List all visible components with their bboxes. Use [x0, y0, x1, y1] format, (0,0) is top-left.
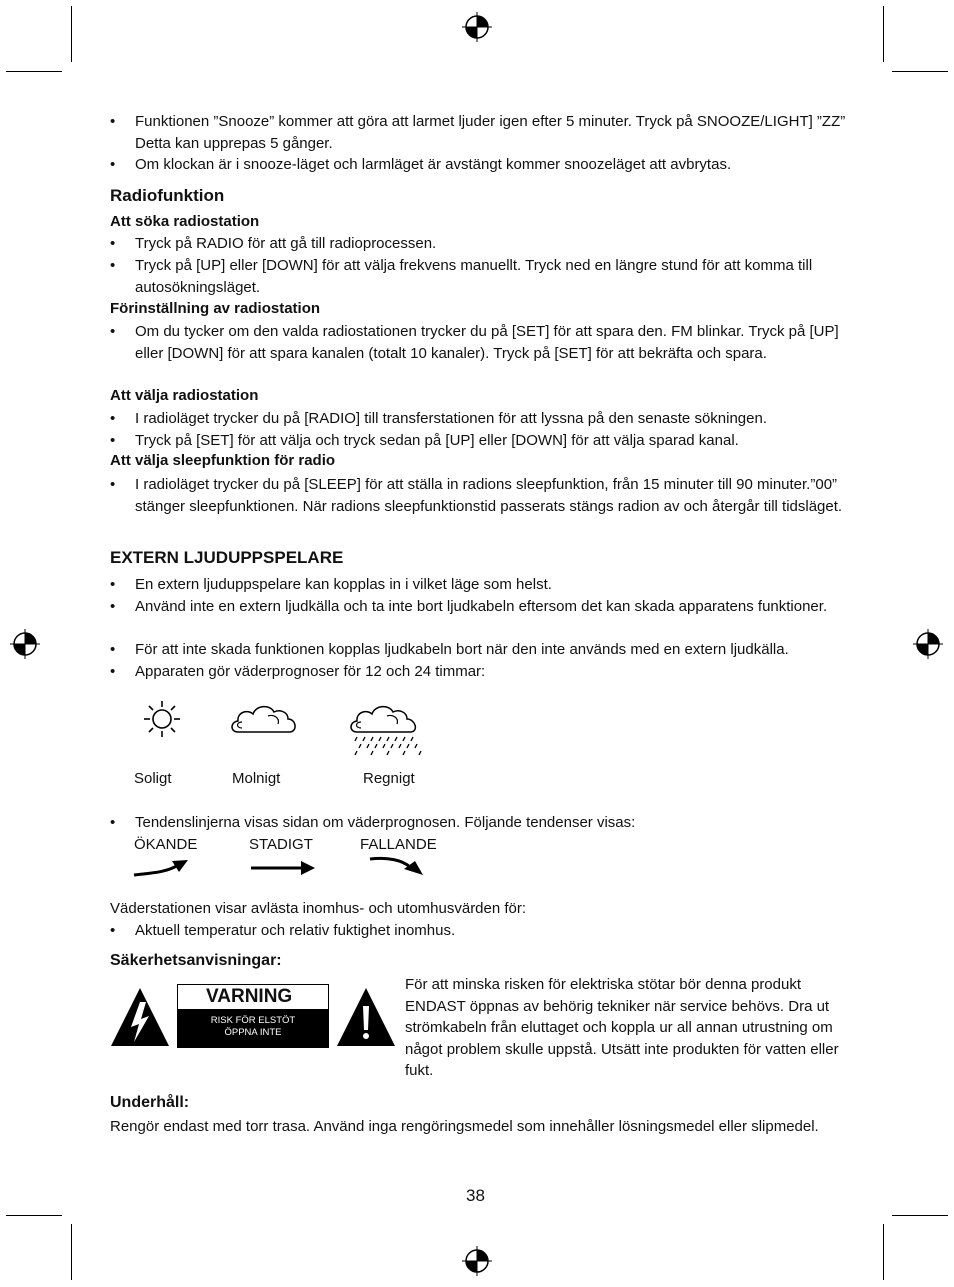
registration-mark-icon [461, 1245, 493, 1277]
trend-label-steady: STADIGT [249, 836, 313, 853]
crop-mark [892, 1215, 948, 1216]
section-heading: Radiofunktion [110, 186, 225, 205]
subheading: Att välja radiostation [110, 387, 259, 404]
steady-arrow-icon [249, 858, 317, 878]
registration-mark-icon [912, 628, 944, 660]
warning-subtitle: RISK FÖR ELSTÖT ÖPPNA INTE [178, 1009, 328, 1047]
crop-mark [883, 6, 884, 62]
section-heading: Underhåll: [110, 1094, 190, 1111]
falling-arrow-icon [368, 853, 426, 879]
electric-shock-warning-icon [109, 986, 171, 1048]
weather-label-sunny: Soligt [134, 770, 172, 787]
crop-mark [6, 1215, 62, 1216]
registration-mark-icon [461, 11, 493, 43]
maintenance-text: Rengör endast med torr trasa. Använd inga rengöringsmedel som innehåller lösningsmedel eller slipmedel. [110, 1118, 819, 1135]
warning-title: VARNING [206, 986, 293, 1007]
sun-icon [140, 698, 184, 740]
cloud-icon [228, 700, 304, 738]
crop-mark [892, 71, 948, 72]
crop-mark [6, 71, 62, 72]
subheading: Att söka radiostation [110, 213, 260, 230]
weather-label-rainy: Regnigt [363, 770, 415, 787]
safety-text: För att minska risken för elektriska stötar bör denna produkt ENDAST öppnas av behörig tekniker när service behövs. Dra ut strömkabeln från eluttaget och koppla ur all annan utrustning om något problem skulle uppstå. Utsätt inte produkten för vatten eller fukt. [405, 976, 839, 1080]
rising-arrow-icon [132, 856, 192, 880]
subheading: Att välja sleepfunktion för radio [110, 452, 336, 469]
crop-mark [71, 6, 72, 62]
crop-mark [71, 1224, 72, 1280]
section-heading: EXTERN LJUDUPPSPELARE [110, 548, 344, 567]
page-number: 38 [466, 1186, 485, 1205]
trend-label-rising: ÖKANDE [134, 836, 198, 853]
weather-label-cloudy: Molnigt [232, 770, 281, 787]
exclamation-warning-icon [335, 986, 397, 1048]
warning-label [177, 984, 329, 1048]
trend-label-falling: FALLANDE [360, 836, 437, 853]
registration-mark-icon [9, 628, 41, 660]
section-heading: Säkerhetsanvisningar: [110, 952, 282, 969]
station-text: Väderstationen visar avlästa inomhus- och utomhusvärden för: [110, 900, 527, 917]
crop-mark [883, 1224, 884, 1280]
subheading: Förinställning av radiostation [110, 300, 321, 317]
rain-cloud-icon [347, 700, 427, 758]
